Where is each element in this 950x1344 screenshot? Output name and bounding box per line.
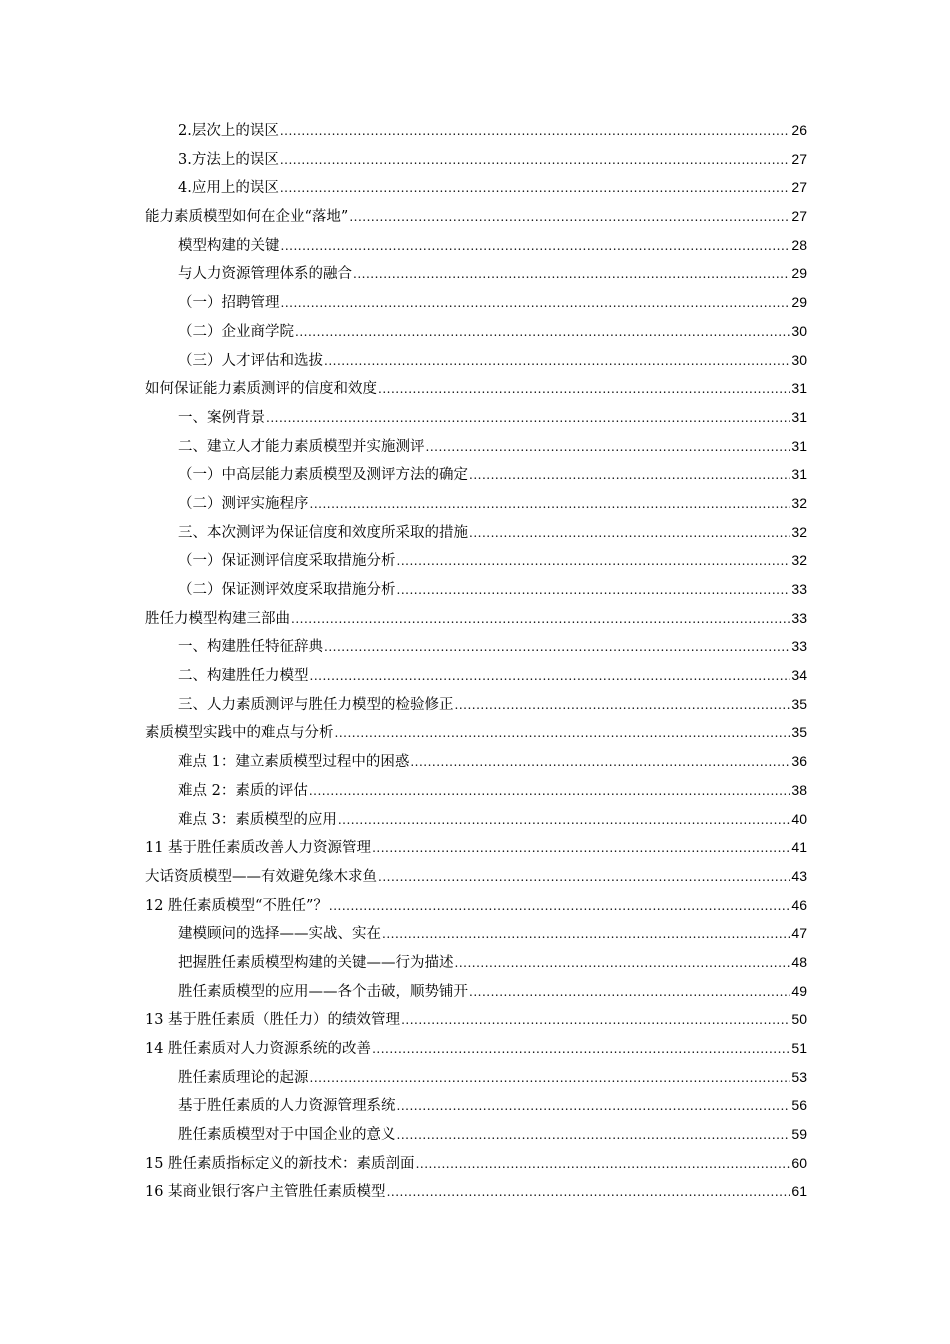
toc-entry-page-number[interactable]: 31	[791, 437, 807, 454]
toc-entry-page-number[interactable]: 49	[791, 982, 807, 999]
toc-entry-title[interactable]: 大话资质模型——有效避免缘木求鱼	[145, 868, 377, 885]
toc-entry-title[interactable]: 14 胜任素质对人力资源系统的改善	[145, 1041, 372, 1057]
toc-entry-page-number[interactable]: 53	[791, 1068, 807, 1085]
toc-entry-page-number[interactable]: 35	[791, 695, 807, 712]
toc-entry[interactable]	[145, 259, 807, 288]
toc-entry-page-number[interactable]: 29	[791, 294, 807, 311]
toc-entry-title[interactable]: 11 基于胜任素质改善人力资源管理	[145, 840, 372, 857]
toc-entry[interactable]	[145, 432, 807, 461]
toc-entry-page-number[interactable]: 29	[791, 265, 807, 282]
toc-dot-leader	[469, 978, 790, 1007]
toc-entry-title[interactable]: 16 某商业银行客户主管胜任素质模型	[145, 1184, 386, 1201]
toc-entry[interactable]	[145, 1177, 807, 1206]
toc-dot-leader	[401, 1006, 790, 1035]
toc-entry-title[interactable]: 三、人力素质测评与胜任力模型的检验修正	[178, 696, 454, 713]
toc-dot-leader	[397, 547, 791, 576]
toc-dot-leader	[387, 1178, 791, 1207]
toc-entry[interactable]	[145, 718, 807, 747]
toc-entry-page-number[interactable]: 32	[791, 552, 807, 569]
toc-entry-page-number[interactable]: 56	[791, 1097, 807, 1114]
toc-dot-leader	[382, 920, 790, 949]
toc-entry-page-number[interactable]: 43	[791, 867, 807, 884]
toc-entry-page-number[interactable]: 30	[791, 322, 807, 339]
toc-entry-page-number[interactable]: 27	[791, 179, 807, 196]
toc-entry-page-number[interactable]: 32	[791, 494, 807, 511]
toc-entry[interactable]	[145, 1005, 807, 1034]
toc-entry[interactable]	[145, 948, 807, 977]
toc-entry-page-number[interactable]: 38	[791, 781, 807, 798]
toc-entry-title[interactable]: 三、本次测评为保证信度和效度所采取的措施	[178, 524, 468, 541]
toc-entry-title[interactable]: 15 胜任素质指标定义的新技术：素质剖面	[145, 1155, 415, 1172]
toc-entry-page-number[interactable]: 27	[791, 150, 807, 167]
toc-dot-leader	[291, 605, 790, 634]
toc-entry-page-number[interactable]: 28	[791, 236, 807, 253]
toc-entry-title[interactable]: 模型构建的关键	[178, 237, 280, 254]
toc-entry[interactable]	[145, 1091, 807, 1120]
toc-entry-title[interactable]: 二、构建胜任力模型	[178, 668, 309, 685]
toc-entry[interactable]	[145, 862, 807, 891]
toc-entry[interactable]	[145, 661, 807, 690]
toc-entry-title[interactable]: （三）人才评估和选拔	[178, 352, 323, 369]
toc-entry[interactable]	[145, 317, 807, 346]
toc-entry-title[interactable]: 基于胜任素质的人力资源管理系统	[178, 1098, 396, 1115]
toc-entry-page-number[interactable]: 33	[791, 581, 807, 597]
toc-dot-leader	[372, 834, 790, 863]
toc-entry-page-number[interactable]: 34	[791, 667, 807, 684]
toc-entry-page-number[interactable]: 48	[791, 953, 807, 970]
toc-entry-title[interactable]: 4.应用上的误区	[178, 180, 279, 197]
toc-entry-title[interactable]: （一）中高层能力素质模型及测评方法的确定	[178, 467, 468, 484]
toc-entry-page-number[interactable]: 31	[791, 380, 807, 397]
toc-entry-title[interactable]: 如何保证能力素质测评的信度和效度	[145, 381, 377, 398]
toc-dot-leader	[335, 719, 791, 748]
toc-dot-leader	[280, 117, 791, 146]
toc-entry[interactable]	[145, 231, 807, 260]
toc-entry[interactable]	[145, 288, 807, 317]
toc-entry-page-number[interactable]: 36	[791, 753, 807, 770]
toc-entry-title[interactable]: 胜任力模型构建三部曲	[145, 610, 290, 627]
toc-dot-leader	[397, 576, 791, 605]
toc-entry-title[interactable]: 一、构建胜任特征辞典	[178, 639, 323, 656]
toc-entry[interactable]	[145, 833, 807, 862]
toc-entry-title[interactable]: 难点 2：素质的评估	[178, 782, 308, 799]
toc-dot-leader	[310, 490, 791, 519]
toc-entry[interactable]	[145, 546, 807, 575]
toc-dot-leader	[280, 146, 791, 175]
toc-entry-title[interactable]: 13 基于胜任素质（胜任力）的绩效管理	[145, 1012, 401, 1029]
table-of-contents	[145, 116, 807, 1206]
toc-entry-title[interactable]: 能力素质模型如何在企业“落地”	[145, 209, 349, 226]
toc-dot-leader	[324, 633, 790, 662]
toc-dot-leader	[266, 404, 790, 433]
toc-entry[interactable]	[145, 690, 807, 719]
toc-dot-leader	[426, 433, 791, 462]
toc-entry-title[interactable]: 12 胜任素质模型“不胜任”？	[145, 897, 328, 914]
toc-entry-page-number[interactable]: 46	[791, 896, 807, 913]
toc-entry[interactable]	[145, 518, 807, 547]
toc-dot-leader	[280, 174, 791, 203]
toc-entry-title[interactable]: （一）招聘管理	[178, 295, 280, 312]
toc-entry-title[interactable]: 素质模型实践中的难点与分析	[145, 725, 334, 742]
toc-dot-leader	[329, 892, 791, 921]
toc-dot-leader	[324, 347, 790, 376]
toc-entry[interactable]	[145, 977, 807, 1006]
toc-entry-page-number[interactable]: 33	[791, 638, 807, 655]
toc-entry-title[interactable]: （一）保证测评信度采取措施分析	[178, 553, 396, 570]
toc-dot-leader	[281, 289, 791, 318]
toc-entry-page-number[interactable]: 41	[791, 839, 807, 856]
toc-entry-title[interactable]: （二）测评实施程序	[178, 495, 309, 512]
toc-entry-title[interactable]: 2.层次上的误区	[178, 123, 279, 139]
toc-entry-page-number[interactable]: 31	[791, 408, 807, 425]
toc-entry-page-number[interactable]: 32	[791, 523, 807, 540]
toc-entry-page-number[interactable]: 31	[791, 466, 807, 483]
toc-dot-leader	[397, 1121, 791, 1150]
toc-dot-leader	[281, 232, 791, 261]
toc-entry-title[interactable]: （二）保证测评效度采取措施分析	[178, 582, 396, 598]
toc-entry-title[interactable]: 胜任素质模型的应用——各个击破，顺势铺开	[178, 983, 468, 1000]
toc-entry-page-number[interactable]: 33	[791, 609, 807, 626]
toc-dot-leader	[353, 260, 790, 289]
toc-entry[interactable]	[145, 919, 807, 948]
toc-entry[interactable]	[145, 202, 807, 231]
toc-entry[interactable]	[145, 346, 807, 375]
toc-dot-leader	[349, 203, 790, 232]
toc-entry[interactable]	[145, 489, 807, 518]
toc-entry[interactable]	[145, 575, 807, 604]
toc-dot-leader	[455, 949, 791, 978]
toc-entry-title[interactable]: 与人力资源管理体系的融合	[178, 266, 352, 283]
toc-entry[interactable]	[145, 403, 807, 432]
toc-entry-page-number[interactable]: 30	[791, 351, 807, 368]
toc-entry[interactable]	[145, 776, 807, 805]
toc-entry[interactable]	[145, 173, 807, 202]
toc-entry[interactable]	[145, 1149, 807, 1178]
toc-entry[interactable]	[145, 1063, 807, 1092]
toc-entry[interactable]	[145, 460, 807, 489]
toc-dot-leader	[469, 519, 790, 548]
toc-dot-leader	[378, 375, 790, 404]
toc-entry[interactable]	[145, 632, 807, 661]
toc-entry[interactable]	[145, 891, 807, 920]
toc-entry-page-number[interactable]: 47	[791, 925, 807, 942]
toc-dot-leader	[372, 1035, 790, 1064]
toc-entry-title[interactable]: 难点 3：素质模型的应用	[178, 811, 337, 828]
toc-dot-leader	[469, 461, 790, 490]
toc-dot-leader	[397, 1092, 791, 1121]
toc-entry-title[interactable]: 3.方法上的误区	[178, 151, 279, 168]
toc-entry-page-number[interactable]: 40	[791, 810, 807, 827]
toc-entry-title[interactable]: 难点 1：建立素质模型过程中的困惑	[178, 754, 410, 771]
toc-dot-leader	[338, 806, 791, 835]
toc-entry[interactable]	[145, 805, 807, 834]
toc-entry-page-number[interactable]: 27	[791, 208, 807, 225]
toc-entry-page-number[interactable]: 60	[791, 1154, 807, 1171]
toc-entry-title[interactable]: 胜任素质模型对于中国企业的意义	[178, 1127, 396, 1144]
toc-entry[interactable]	[145, 145, 807, 174]
toc-entry[interactable]	[145, 747, 807, 776]
toc-entry[interactable]	[145, 604, 807, 633]
toc-entry-title[interactable]: 建模顾问的选择——实战、实在	[178, 926, 381, 943]
toc-dot-leader	[455, 691, 791, 720]
toc-dot-leader	[310, 662, 791, 691]
toc-entry[interactable]	[145, 1034, 807, 1063]
toc-entry-page-number[interactable]: 50	[791, 1011, 807, 1028]
toc-dot-leader	[309, 777, 791, 806]
toc-entry-page-number[interactable]: 61	[791, 1183, 807, 1200]
toc-entry-page-number[interactable]: 35	[791, 724, 807, 741]
toc-entry-title[interactable]: 胜任素质理论的起源	[178, 1069, 309, 1086]
toc-entry-title[interactable]: 二、建立人才能力素质模型并实施测评	[178, 438, 425, 455]
toc-entry-page-number[interactable]: 59	[791, 1126, 807, 1143]
toc-entry-page-number[interactable]: 26	[791, 122, 807, 138]
toc-entry[interactable]	[145, 1120, 807, 1149]
toc-entry-title[interactable]: （二）企业商学院	[178, 323, 294, 340]
toc-dot-leader	[295, 318, 790, 347]
toc-entry-title[interactable]: 把握胜任素质模型构建的关键——行为描述	[178, 954, 454, 971]
toc-entry-page-number[interactable]: 51	[791, 1040, 807, 1056]
toc-dot-leader	[416, 1150, 791, 1179]
toc-dot-leader	[378, 863, 790, 892]
toc-entry[interactable]	[145, 374, 807, 403]
toc-entry[interactable]	[145, 116, 807, 145]
toc-dot-leader	[310, 1064, 791, 1093]
toc-dot-leader	[410, 748, 790, 777]
toc-entry-title[interactable]: 一、案例背景	[178, 409, 265, 426]
